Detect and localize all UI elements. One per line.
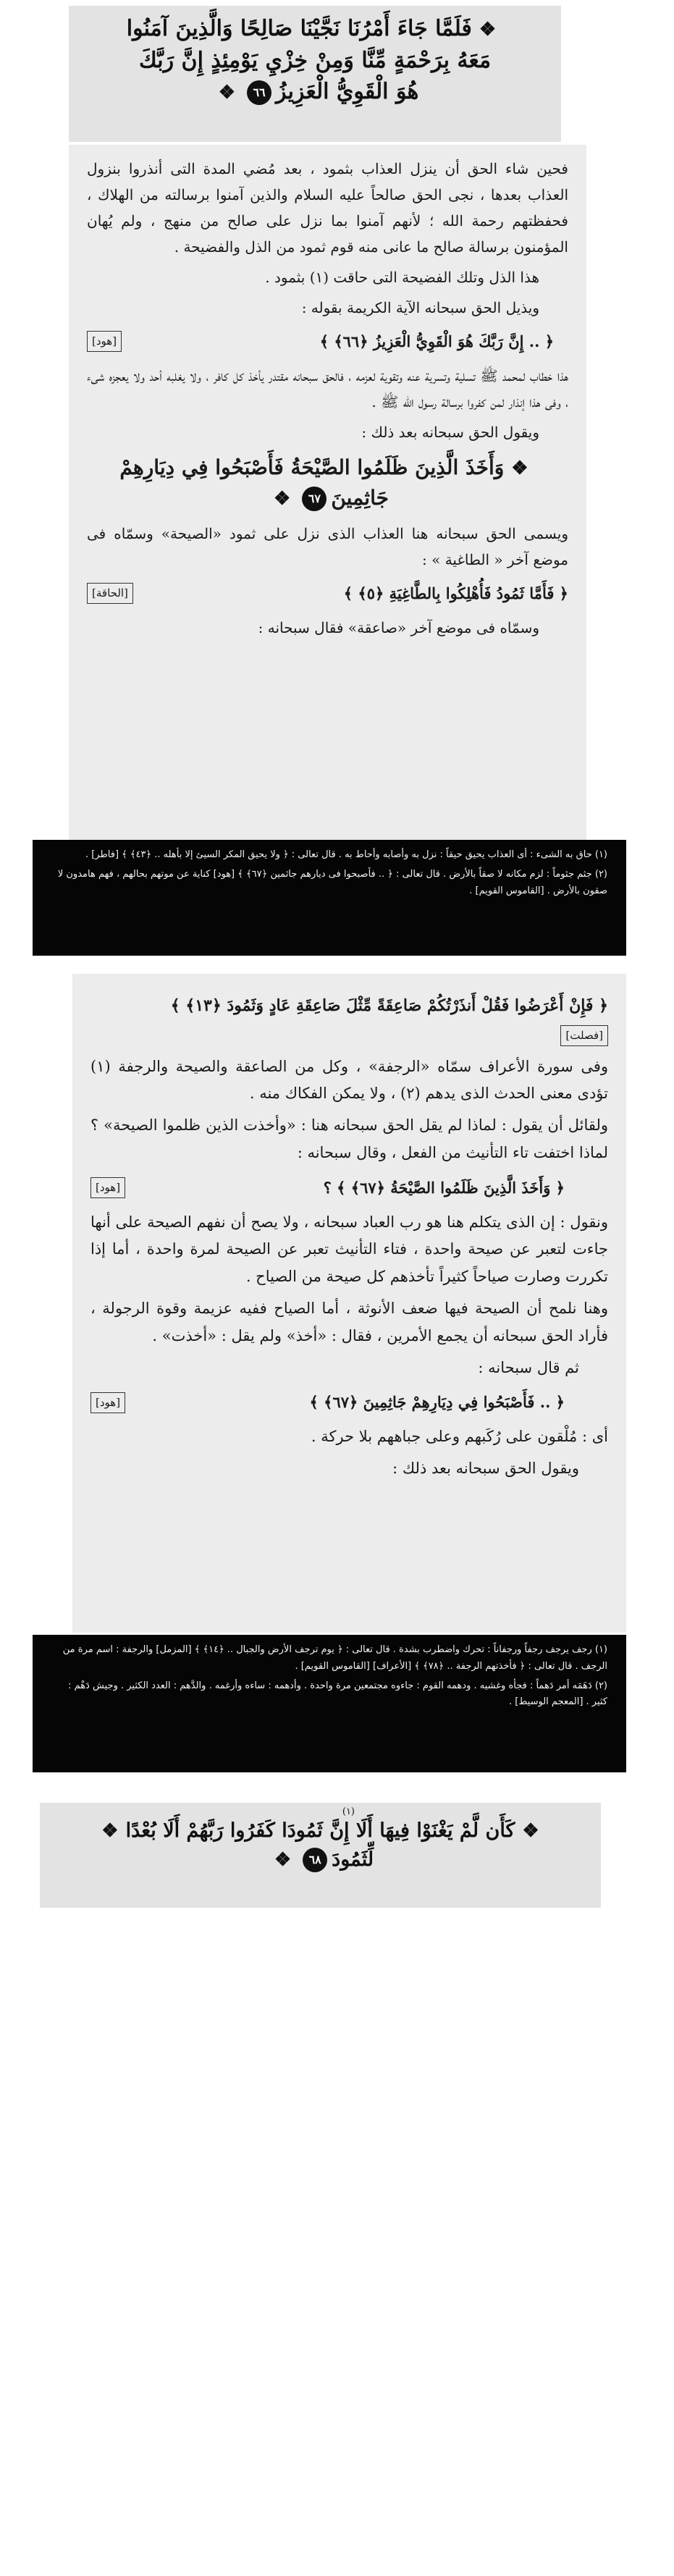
ayah-reference bbox=[90, 1389, 608, 1416]
surah-reference: [هود] bbox=[90, 1177, 125, 1198]
paragraph: وفى سورة الأعراف سمّاه «الرجفة» ، وكل من الصاعقة والصيحة والرجفة (١) تؤدى معنى الحدث الذى يدهم (٢) ، ولا يمكن الفكاك منه . bbox=[90, 1057, 608, 1103]
footnote: (٢) دَهَمَه أمر دَهماً : فجأه وغشيه . ودهمه القوم : جاءوه مجتمعين مرة واحدة . وأدهمه : ساءه وأرغمه . والدَّهم : العدد الكثير . وجيش دَهْم : كثير . [المعجم الوسيط] . bbox=[68, 1680, 607, 1708]
paragraph: هذا خطاب لمحمد ﷺ تسلية وتسرية عنه وتقوية لعزمه ، فالحق سبحانه مقتدر يأخذ كل كافر ، ولا يغلبه أحد ولا يعجزه شىء ، وفى هذا إنذار لمن كفروا برسالة رسول الله ﷺ . bbox=[87, 366, 568, 411]
closing-ayah-box bbox=[40, 1803, 601, 1908]
paragraph: فحين شاء الحق أن ينزل العذاب بثمود ، بعد مُضي المدة التى أنذروا بنزول العذاب بعدها ، نجى الحق صالحاً عليه السلام والذين آمنوا برسالته من الهلاك ، فحفظتهم رحمة الله ؛ لأنهم آمنوا بما نزل على صالح من منهج ، ولم يُهان المؤمنون برسالة صالح ما عانى منه قوم ثمود من الذل والفضيحة . bbox=[87, 160, 569, 256]
paragraph: وسمّاه فى موضع آخر «صاعقة» فقال سبحانه : bbox=[258, 618, 539, 636]
paragraph: ويسمى الحق سبحانه هنا العذاب الذى نزل على ثمود «الصيحة» وسمّاه فى موضع آخر « الطاغية » : bbox=[87, 524, 568, 568]
paragraph: وهنا نلمح أن الصيحة فيها ضعف الأنوثة ، أما الصياح ففيه عزيمة وقوة الرجولة ، فأراد الحق سبحانه أن يجمع الأمرين ، فقال : «أخذ» ولم يقل : «أخذت» . bbox=[90, 1299, 608, 1344]
ayah-reference bbox=[87, 580, 568, 607]
ayah-text: ﴿ وَأَخَذَ الَّذِينَ ظَلَمُوا الصَّيْحَةُ ﴿٦٧﴾ ﴾ ؟ bbox=[323, 1178, 565, 1197]
ayah-text: ﴿ فَأَمَّا ثَمُودُ فَأُهْلِكُوا بِالطَّاغِيَةِ ﴿٥﴾ ﴾ bbox=[343, 584, 568, 602]
paragraph: ويقول الحق سبحانه بعد ذلك : bbox=[392, 1459, 579, 1477]
inline-ayah-line-2: جَاثِمِينَ٦٧❖ bbox=[87, 483, 568, 513]
footnote: (١) حاق به الشىء : أى العذاب يحيق حيقاً : نزل به وأصابه وأحاط به . قال تعالى : ﴿ ولا يحيق المكر السيئ إلا بأهله .. ﴿٤٣﴾ ﴾ [فاطر] . bbox=[85, 849, 607, 860]
ayah-line-2: مَعَهُ بِرَحْمَةٍ مِّنَّا وَمِنْ خِزْيِ يَوْمِئِذٍ إِنَّ رَبَّكَ bbox=[138, 47, 492, 73]
ayah-line-3: هُوَ الْقَوِيُّ الْعَزِيزُ٦٦❖ bbox=[69, 76, 561, 108]
paragraph: ونقول : إن الذى يتكلم هنا هو رب العباد سبحانه ، ولا يصح أن نفهم الصيحة على أنها جاءت لتعبر عن صيحة واحدة ، فتاء التأنيث تعبر عن الصيحة لمرة واحدة ، أما إذا تكررت وصارت صياحاً كثيراً تأخذهم كل صيحة من الصياح . bbox=[90, 1213, 608, 1286]
surah-reference: [هود] bbox=[90, 1392, 125, 1413]
paragraph: ويذيل الحق سبحانه الآية الكريمة بقوله : bbox=[301, 299, 539, 316]
ornament-right-icon: ❖ bbox=[101, 1820, 119, 1842]
ayah-line-1: ❖فَلَمَّا جَاءَ أَمْرُنَا نَجَّيْنَا صَالِحًا وَالَّذِينَ آمَنُوا bbox=[69, 13, 561, 45]
ornament-icon: ❖ bbox=[274, 487, 291, 510]
ayah-number: ٦٧ bbox=[302, 487, 327, 511]
section2-body bbox=[90, 985, 608, 1487]
surah-reference: [الحاقة] bbox=[87, 583, 133, 604]
ayah-text: ﴿ .. فَأَصْبَحُوا فِي دِيَارِهِمْ جَاثِمِينَ ﴿٦٧﴾ ﴾ bbox=[309, 1393, 565, 1412]
ayah-reference bbox=[90, 1174, 608, 1202]
ayah-line-1: ❖كَأَن لَّمْ يَغْنَوْا فِيهَا أَلَا إِنَّ ثَمُودَا كَفَرُوا رَبَّهُمْ أَلَا بُعْدًا❖ bbox=[40, 1817, 601, 1845]
paragraph: ويقول الحق سبحانه بعد ذلك : bbox=[361, 423, 539, 441]
ornament-right-icon: ❖ bbox=[218, 82, 236, 104]
ayah-number: ٦٦ bbox=[247, 80, 271, 105]
footnote: (١) رجف يرجف رجفاً ورجفاناً : تحرك واضطرب بشدة . قال تعالى : ﴿ يوم ترجف الأرض والجبال .. ﴿١٤﴾ ﴾ [المزمل] والرجفة : اسم مرة من الرجف . قال تعالى : ﴿ فأخذتهم الرجفة .. ﴿٧٨﴾ ﴾ [الأعراف] [القاموس القويم] . bbox=[62, 1644, 607, 1672]
paragraph: أى : مُلْقون على رُكَبهم وعلى جباههم بلا حركة . bbox=[311, 1428, 608, 1446]
ayah-line-2: لِّثَمُودَ٦٨❖ bbox=[40, 1845, 601, 1874]
ayah-number: ٦٨ bbox=[303, 1848, 327, 1872]
surah-reference: [فصلت] bbox=[560, 1025, 608, 1046]
footnotes-1 bbox=[33, 840, 626, 956]
ayah-reference bbox=[90, 992, 608, 1046]
section1-body bbox=[87, 156, 568, 645]
inline-ayah-line-1: ❖وَأَخَذَ الَّذِينَ ظَلَمُوا الصَّيْحَةُ فَأَصْبَحُوا فِي دِيَارِهِمْ bbox=[87, 453, 568, 483]
inline-ayah bbox=[87, 453, 568, 513]
ornament-left-icon: ❖ bbox=[479, 19, 497, 41]
footnote: (٢) جثم جثوماً : لزم مكانه لا صقاً بالأرض . قال تعالى : ﴿ .. فأصبحوا فى ديارهم جاثمين ﴿٦٧﴾ ﴾ [هود] كناية عن موتهم بحالهم ، فهم هامدون لا صقون بالأرض . [القاموس القويم] . bbox=[57, 868, 607, 896]
ayah-reference bbox=[87, 328, 568, 355]
paragraph: ولقائل أن يقول : لماذا لم يقل الحق سبحانه هنا : «وأخذت الذين ظلموا الصيحة» ؟ لماذا اختفت تاء التأنيث من الفعل ، وقال سبحانه : bbox=[90, 1116, 608, 1161]
footnote-mark: (١) bbox=[342, 1806, 355, 1817]
footnotes-2 bbox=[33, 1635, 626, 1772]
ornament-icon: ❖ bbox=[274, 1848, 292, 1871]
paragraph: هذا الذل وتلك الفضيحة التى حاقت (١) بثمود . bbox=[265, 269, 539, 286]
ayah-text: ﴿ .. إِنَّ رَبَّكَ هُوَ الْقَوِيُّ الْعَزِيزُ ﴿٦٦﴾ ﴾ bbox=[319, 332, 554, 350]
ornament-left-icon: ❖ bbox=[522, 1820, 539, 1842]
surah-reference: [هود] bbox=[87, 331, 122, 352]
header-ayah-box bbox=[69, 6, 561, 142]
ayah-text: ﴿ فَإِنْ أَعْرَضُوا فَقُلْ أَنذَرْتُكُمْ صَاعِقَةً مِّثْلَ صَاعِقَةِ عَادٍ وَثَمُودَ ﴿١٣﴾ ﴾ bbox=[170, 996, 608, 1015]
paragraph: ثم قال سبحانه : bbox=[478, 1358, 579, 1376]
ornament-icon: ❖ bbox=[511, 457, 528, 479]
